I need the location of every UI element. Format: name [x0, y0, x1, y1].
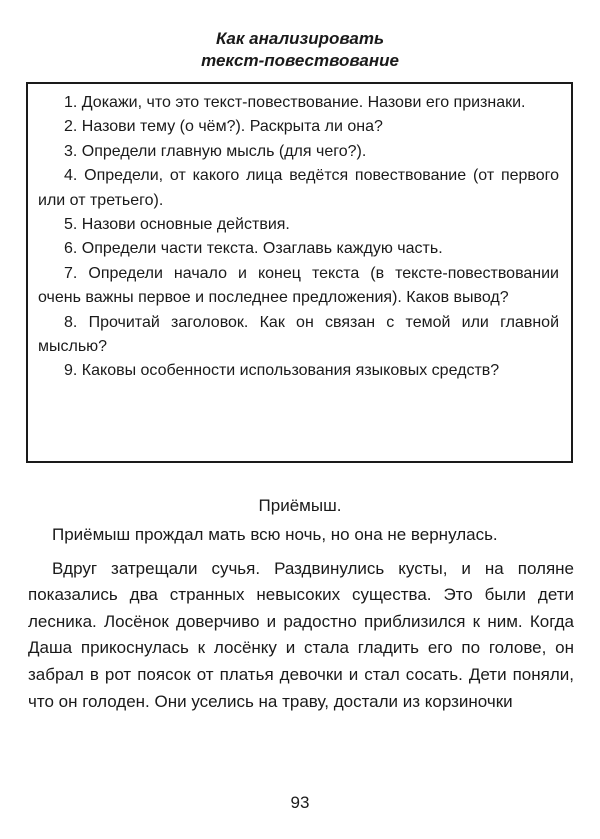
page-title-line-1: Как анализировать [215, 29, 385, 48]
task-item-8: 8. Прочитай заголовок. Как он связан с темой или главной мыслью? [38, 313, 559, 356]
analysis-task-box [26, 82, 573, 463]
story-paragraph-2: Вдруг затрещали сучья. Раздвинулись кусты, и на поляне показались два странных невысоких существа. Это были дети лесника. Лосёнок доверчиво и радостно приблизился к ним. Когда Даша прикоснулась к лосёнку и стала гладить его по голове, он забрал в рот поясок от платья девочки и стал сосать. Дети поняли, что он голоден. Они уселись на траву, достали из корзиночки [28, 558, 574, 711]
task-item-5: 5. Назови основные действия. [64, 216, 290, 234]
task-item-4: 4. Определи, от какого лица ведётся повествование (от первого или от третьего). [38, 167, 559, 209]
story-title: Приёмыш. [258, 496, 342, 515]
page-number: 93 [290, 793, 310, 812]
page-title [0, 28, 600, 72]
task-item-1: 1. Докажи, что это текст-повествование. Назови его признаки. [64, 94, 526, 111]
task-item-7: 7. Определи начало и конец текста (в тексте-повествовании очень важны первое и последнее предложения). Каков вывод? [38, 264, 559, 307]
page-title-line-2: текст-повествование [201, 51, 399, 70]
story-body [28, 522, 574, 722]
task-item-2: 2. Назови тему (о чём?). Раскрыта ли она? [64, 118, 383, 136]
story-paragraph-1: Приёмыш прождал мать всю ночь, но она не вернулась. [52, 525, 498, 544]
task-item-3: 3. Определи главную мысль (для чего?). [64, 142, 367, 160]
task-item-6: 6. Определи части текста. Озаглавь каждую часть. [64, 240, 443, 258]
task-item-9: 9. Каковы особенности использования языковых средств? [64, 362, 500, 380]
